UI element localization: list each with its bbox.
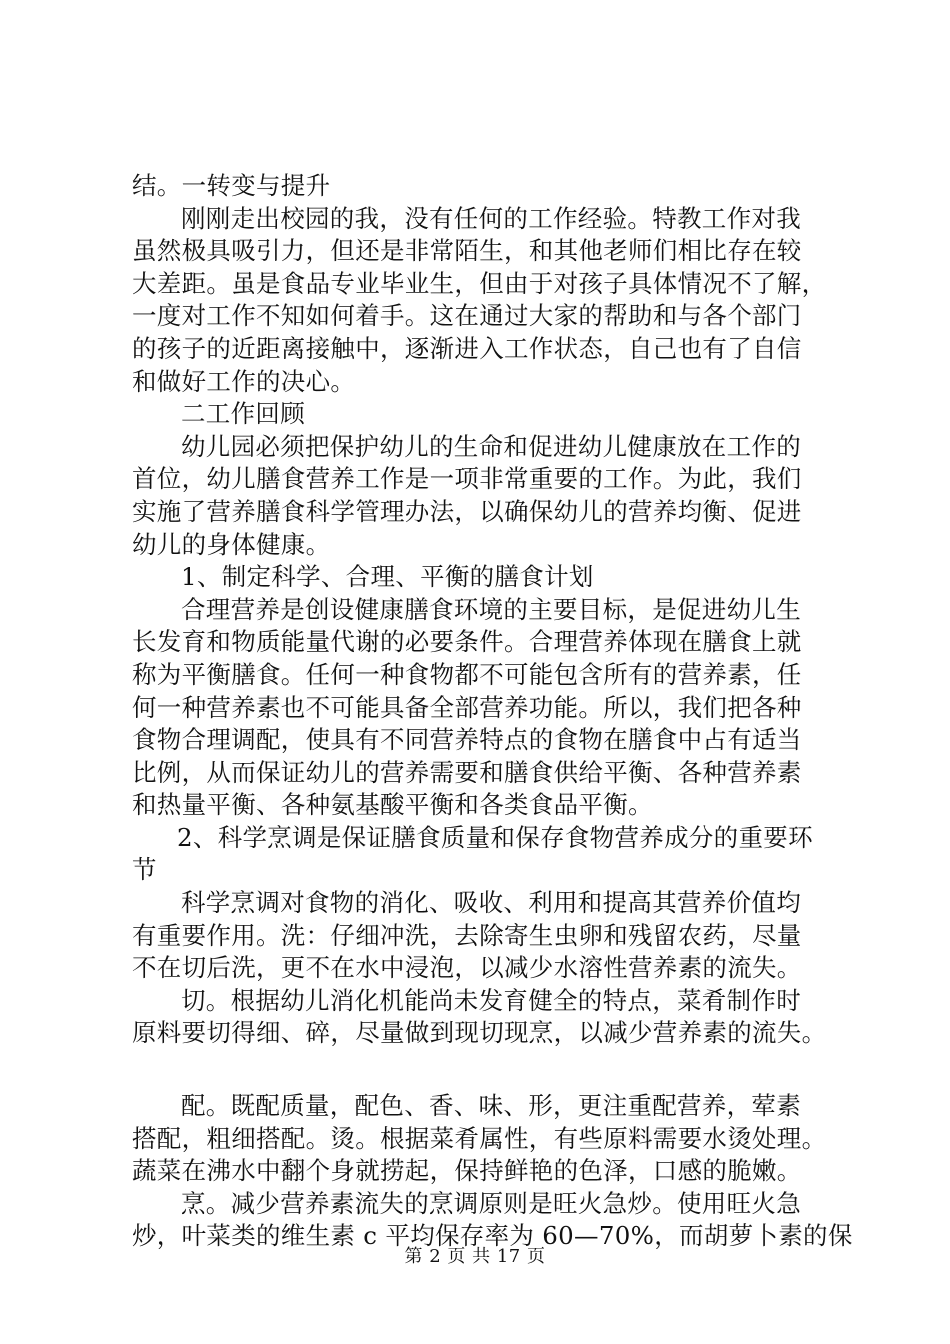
document-body xyxy=(132,170,853,1253)
text-line: 二工作回顾 xyxy=(181,399,305,429)
text-line: 节 xyxy=(132,855,157,885)
text-line: 实施了营养膳食科学管理办法，以确保幼儿的营养均衡、促进 xyxy=(132,496,802,526)
text-line: 何一种营养素也不可能具备全部营养功能。所以，我们把各种 xyxy=(132,692,802,722)
text-line: 称为平衡膳食。任何一种食物都不可能包含所有的营养素，任 xyxy=(132,659,802,689)
text-line: 合理营养是创设健康膳食环境的主要目标，是促进幼儿生 xyxy=(181,594,801,624)
text-line: 烹。减少营养素流失的烹调原则是旺火急炒。使用旺火急 xyxy=(181,1188,801,1218)
text-line: 科学烹调对食物的消化、吸收、利用和提高其营养价值均 xyxy=(181,888,801,918)
text-line: 不在切后洗，更不在水中浸泡，以减少水溶性营养素的流失。 xyxy=(132,953,802,983)
text-line: 有重要作用。洗：仔细冲洗，去除寄生虫卵和残留农药，尽量 xyxy=(132,920,802,950)
text-line: 首位，幼儿膳食营养工作是一项非常重要的工作。为此，我们 xyxy=(132,464,802,494)
text-line: 和做好工作的决心。 xyxy=(132,366,356,396)
text-line: 2、科学烹调是保证膳食质量和保存食物营养成分的重要环 xyxy=(177,822,813,852)
text-line: 炒，叶菜类的维生素 c 平均保存率为 60—70%，而胡萝卜素的保 xyxy=(132,1221,853,1251)
text-line: 蔬菜在沸水中翻个身就捞起，保持鲜艳的色泽，口感的脆嫩。 xyxy=(132,1156,802,1186)
text-line: 搭配，粗细搭配。烫。根据菜肴属性，有些原料需要水烫处理。 xyxy=(132,1123,827,1153)
text-line: 虽然极具吸引力，但还是非常陌生，和其他老师们相比存在较 xyxy=(132,236,802,266)
text-line: 食物合理调配，使具有不同营养特点的食物在膳食中占有适当 xyxy=(132,725,802,755)
text-line: 和热量平衡、各种氨基酸平衡和各类食品平衡。 xyxy=(132,790,653,820)
blank-line xyxy=(132,1050,832,1090)
text-line: 大差距。虽是食品专业毕业生，但由于对孩子具体情况不了解， xyxy=(132,268,827,298)
text-line: 切。根据幼儿消化机能尚未发育健全的特点，菜肴制作时 xyxy=(181,985,801,1015)
text-line: 原料要切得细、碎，尽量做到现切现烹，以减少营养素的流失。 xyxy=(132,1018,827,1048)
page-footer: 第 2 页 共 17 页 xyxy=(404,1246,546,1267)
text-line: 结。一转变与提升 xyxy=(132,171,331,200)
text-line: 幼儿的身体健康。 xyxy=(132,529,331,559)
text-line: 幼儿园必须把保护幼儿的生命和促进幼儿健康放在工作的 xyxy=(181,431,801,461)
text-line: 配。既配质量，配色、香、味、形，更注重配营养，荤素 xyxy=(181,1091,801,1121)
text-line: 1、制定科学、合理、平衡的膳食计划 xyxy=(181,562,594,592)
text-line: 比例，从而保证幼儿的营养需要和膳食供给平衡、各种营养素 xyxy=(132,757,802,787)
text-line: 刚刚走出校园的我，没有任何的工作经验。特教工作对我 xyxy=(181,203,801,233)
text-line: 长发育和物质能量代谢的必要条件。合理营养体现在膳食上就 xyxy=(132,627,802,657)
text-line: 的孩子的近距离接触中，逐渐进入工作状态，自己也有了自信 xyxy=(132,333,802,363)
text-line: 一度对工作不知如何着手。这在通过大家的帮助和与各个部门 xyxy=(132,301,802,331)
